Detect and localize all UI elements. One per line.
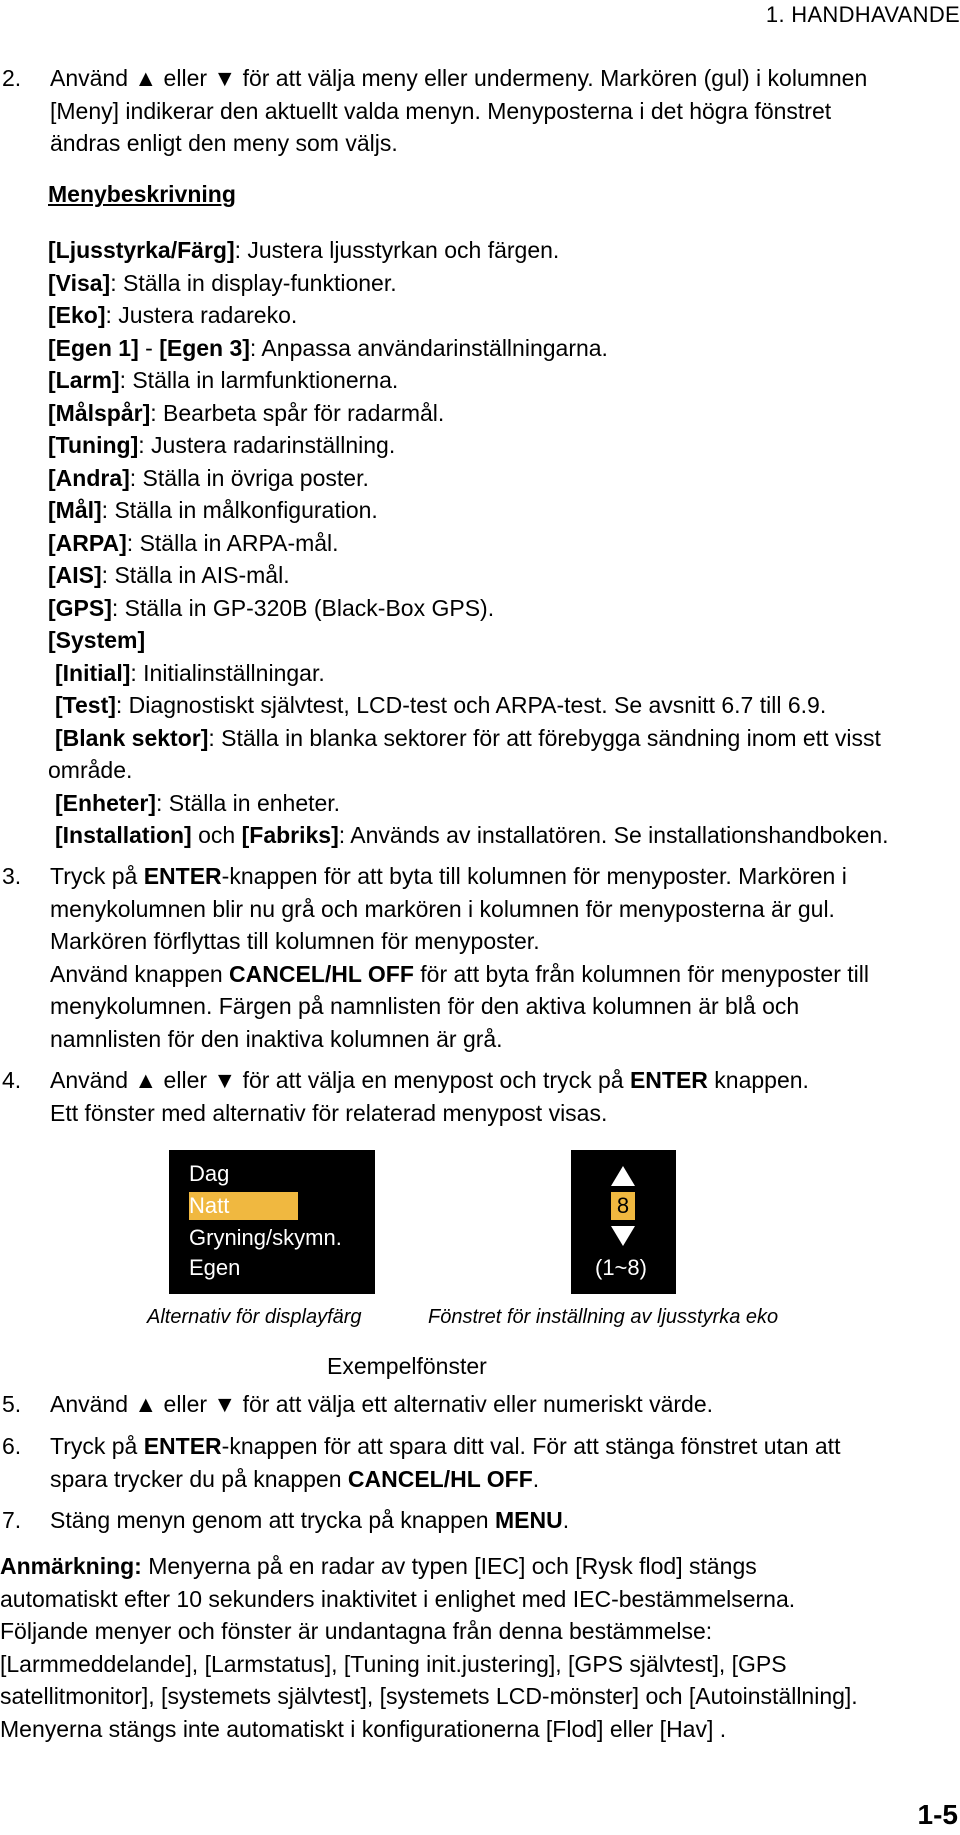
step-3-line-3: Markören förflyttas till kolumnen för menyposter. — [50, 928, 540, 954]
step-number: 2. — [2, 65, 22, 91]
decrease-arrow-icon[interactable] — [611, 1226, 635, 1246]
step-3-line-2: menykolumnen blir nu grå och markören i kolumnen för menyposterna är gul. — [50, 895, 835, 922]
step-number: 7. — [2, 1507, 22, 1533]
step-2 — [2, 62, 867, 160]
menu-item: [Mål]: Ställa in målkonfiguration. — [48, 497, 378, 523]
menu-item: [Andra]: Ställa in övriga poster. — [48, 464, 369, 491]
menu-item: [AIS]: Ställa in AIS-mål. — [48, 562, 290, 588]
color-option-dag[interactable]: Dag — [189, 1161, 230, 1186]
note-line-6: Menyerna stängs inte automatiskt i konfigurationerna [Flod] eller [Hav] . — [0, 1715, 727, 1742]
menu-item-continuation: område. — [48, 757, 133, 783]
caption-echo-brightness: Fönstret för inställning av ljusstyrka eko — [428, 1306, 779, 1328]
menu-description-heading: Menybeskrivning — [48, 181, 236, 207]
step-4-line-2: Ett fönster med alternativ för relaterad menypost visas. — [50, 1099, 608, 1126]
down-arrow-icon: ▼ — [213, 65, 237, 91]
echo-range: (1~8) — [595, 1255, 647, 1280]
echo-brightness-window — [571, 1150, 676, 1294]
menu-item: [Blank sektor]: Ställa in blanka sektorer för att förebygga sändning inom ett visst — [55, 724, 881, 751]
note-line-1: Anmärkning: Menyerna på en radar av typen [IEC] och [Rysk flod] stängs — [0, 1553, 757, 1579]
step-2-line-3: ändras enligt den meny som väljs. — [50, 130, 398, 156]
menu-item: [ARPA]: Ställa in ARPA-mål. — [48, 529, 339, 556]
example-windows-caption: Exempelfönster — [327, 1353, 487, 1379]
caption-display-color: Alternativ för displayfärg — [147, 1306, 362, 1328]
menu-item: [System] — [48, 627, 146, 653]
note-label: Anmärkning: — [0, 1553, 142, 1579]
step-3-line-4: Använd knappen CANCEL/HL OFF för att byta från kolumnen för menyposter till — [50, 960, 869, 987]
menu-item: [Eko]: Justera radareko. — [48, 302, 298, 328]
down-arrow-icon: ▼ — [213, 1391, 237, 1417]
step-7-text: Stäng menyn genom att trycka på knappen MENU. — [50, 1507, 570, 1533]
menu-item: [Enheter]: Ställa in enheter. — [55, 789, 341, 816]
menu-description-list — [48, 234, 948, 852]
echo-value[interactable]: 8 — [611, 1192, 635, 1220]
step-number: 6. — [2, 1433, 22, 1459]
menu-item: [Tuning]: Justera radarinställning. — [48, 432, 396, 458]
step-3 — [2, 860, 869, 1055]
color-option-natt-selected[interactable]: Natt — [189, 1192, 298, 1220]
menu-item: [GPS]: Ställa in GP-320B (Black-Box GPS). — [48, 594, 495, 621]
up-arrow-icon: ▲ — [134, 65, 158, 91]
up-arrow-icon: ▲ — [134, 1067, 158, 1093]
system-submenu-list — [55, 657, 948, 755]
menu-item: [Test]: Diagnostiskt självtest, LCD-test och ARPA-test. Se avsnitt 6.7 till 6.9. — [55, 692, 827, 718]
step-5-text: Använd ▲ eller ▼ för att välja ett alternativ eller numeriskt värde. — [50, 1391, 713, 1417]
note-line-4: [Larmmeddelande], [Larmstatus], [Tuning init.justering], [GPS självtest], [GPS — [0, 1650, 787, 1677]
menu-item: [Ljusstyrka/Färg]: Justera ljusstyrkan och färgen. — [48, 237, 560, 263]
step-4 — [2, 1064, 809, 1129]
step-7 — [2, 1504, 569, 1537]
page-number: 1-5 — [917, 1799, 958, 1830]
color-option-gryning[interactable]: Gryning/skymn. — [189, 1225, 342, 1250]
menu-item: [Initial]: Initialinställningar. — [55, 659, 325, 686]
step-3-line-6: namnlisten för den inaktiva kolumnen är grå. — [50, 1025, 503, 1052]
step-2-line-1: Använd ▲ eller ▼ för att välja meny eller undermeny. Markören (gul) i kolumnen — [50, 65, 868, 91]
note-line-2: automatiskt efter 10 sekunders inaktivitet i enlighet med IEC-bestämmelserna. — [0, 1585, 796, 1612]
system-submenu-list-2 — [55, 787, 948, 852]
menu-item: [Larm]: Ställa in larmfunktionerna. — [48, 367, 399, 393]
up-arrow-icon: ▲ — [134, 1391, 158, 1417]
step-5 — [2, 1388, 713, 1421]
menu-item: [Målspår]: Bearbeta spår för radarmål. — [48, 399, 445, 426]
note-line-5: satellitmonitor], [systemets självtest], [systemets LCD-mönster] och [Autoinställning]. — [0, 1683, 858, 1709]
menu-item: [Installation] och [Fabriks]: Används av installatören. Se installationshandboken. — [55, 822, 889, 848]
menu-item: [Visa]: Ställa in display-funktioner. — [48, 269, 397, 296]
section-header: 1. HANDHAVANDE — [765, 2, 960, 27]
step-number: 5. — [2, 1391, 22, 1417]
step-number: 3. — [2, 863, 22, 889]
step-6 — [2, 1430, 840, 1495]
step-4-line-1: Använd ▲ eller ▼ för att välja en menypost och tryck på ENTER knappen. — [50, 1067, 809, 1093]
increase-arrow-icon[interactable] — [611, 1166, 635, 1186]
step-6-line-2: spara trycker du på knappen CANCEL/HL OFF. — [50, 1465, 540, 1492]
note-block — [0, 1550, 958, 1745]
step-3-line-5: menykolumnen. Färgen på namnlisten för den aktiva kolumnen är blå och — [50, 993, 800, 1019]
display-color-window — [169, 1150, 375, 1294]
color-option-egen[interactable]: Egen — [189, 1255, 241, 1280]
step-3-line-1: Tryck på ENTER-knappen för att byta till kolumnen för menyposter. Markören i — [50, 863, 847, 889]
down-arrow-icon: ▼ — [213, 1067, 237, 1093]
step-2-line-2: [Meny] indikerar den aktuellt valda menyn. Menyposterna i det högra fönstret — [50, 97, 832, 124]
step-number: 4. — [2, 1067, 22, 1093]
step-6-line-1: Tryck på ENTER-knappen för att spara ditt val. För att stänga fönstret utan att — [50, 1433, 841, 1459]
menu-item: [Egen 1] - [Egen 3]: Anpassa användarinställningarna. — [48, 334, 608, 361]
note-line-3: Följande menyer och fönster är undantagna från denna bestämmelse: — [0, 1618, 713, 1644]
